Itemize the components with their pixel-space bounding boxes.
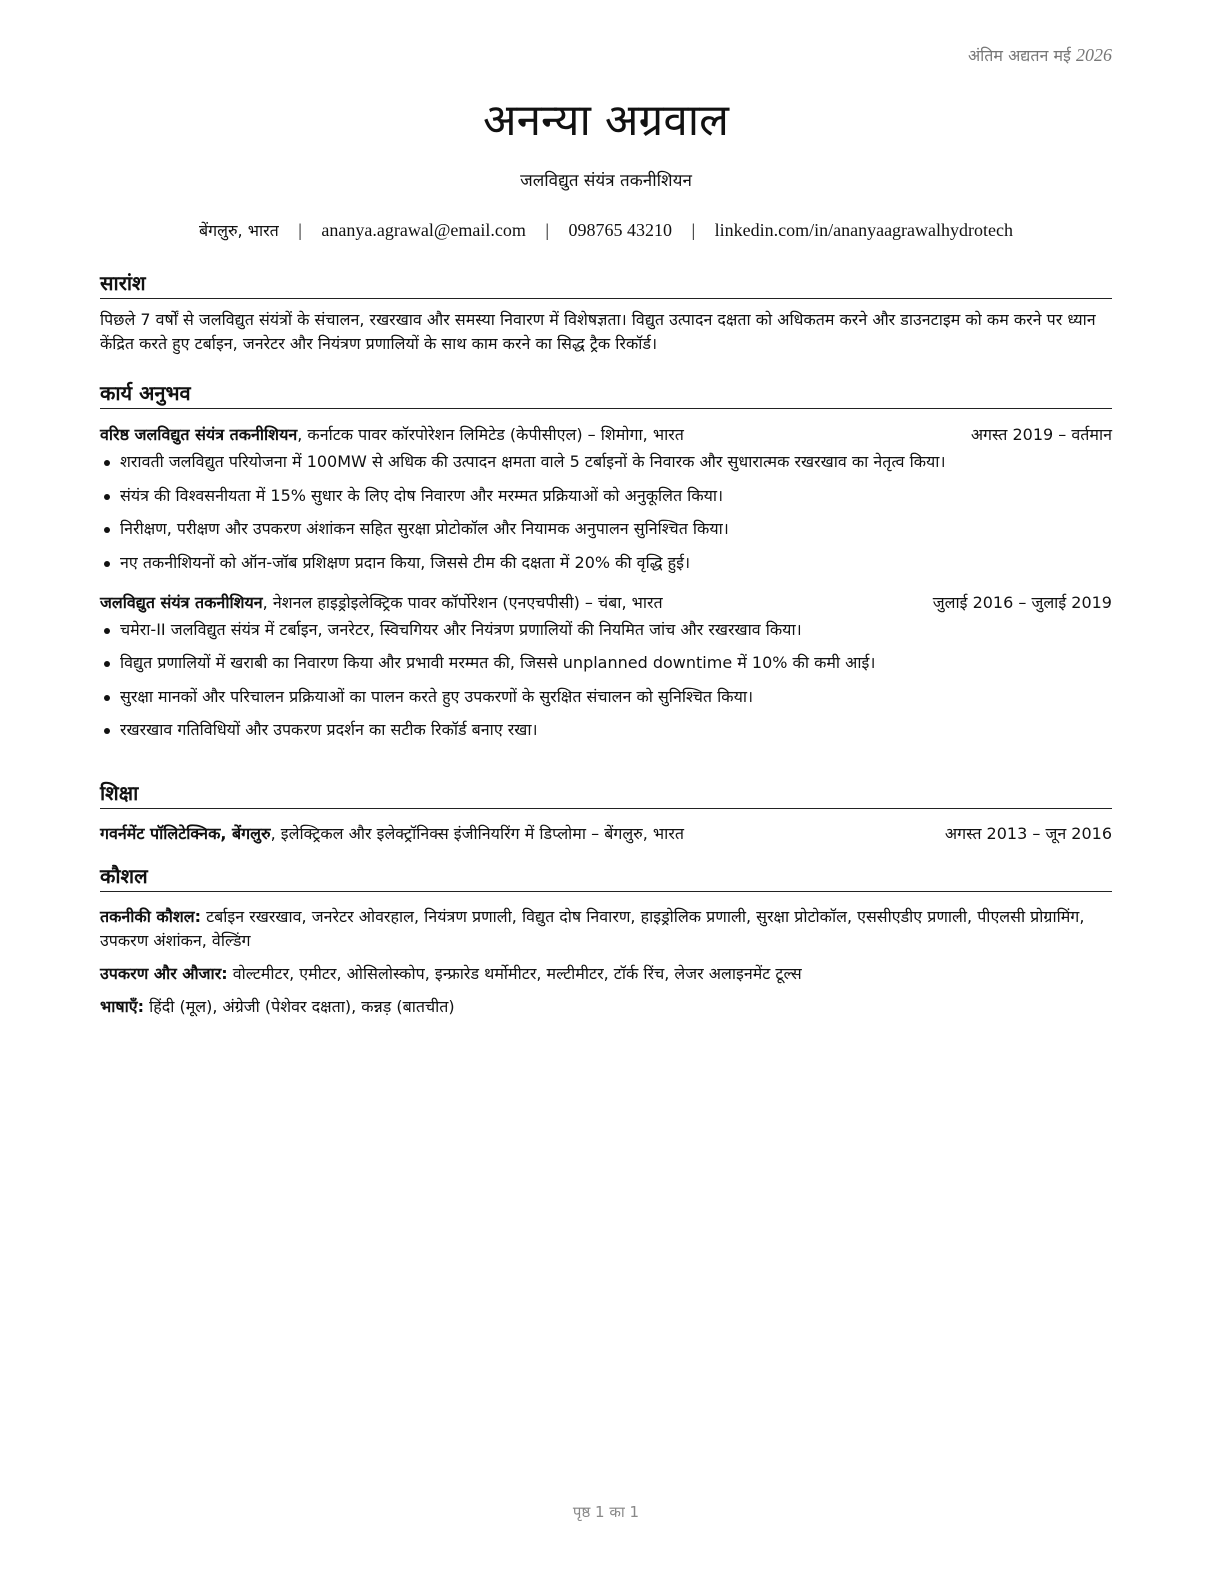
skills-heading: कौशल bbox=[100, 863, 1112, 892]
summary-heading: सारांश bbox=[100, 270, 1112, 299]
location: बेंगलुरु, भारत bbox=[199, 221, 279, 240]
languages-list: हिंदी (मूल), अंग्रेजी (पेशेवर दक्षता), कन्नड़ (बातचीत) bbox=[144, 997, 455, 1016]
last-updated-label: अंतिम अद्यतन मई bbox=[967, 46, 1071, 65]
job-title: जलविद्युत संयंत्र तकनीशियन bbox=[520, 171, 692, 191]
separator: | bbox=[691, 220, 696, 240]
education-heading: शिक्षा bbox=[100, 780, 1112, 809]
contact-line bbox=[100, 219, 1112, 241]
list-item: निरीक्षण, परीक्षण और उपकरण अंशांकन सहित सुरक्षा प्रोटोकॉल और नियामक अनुपालन सुनिश्चित किया। bbox=[100, 517, 1112, 541]
list-item: विद्युत प्रणालियों में खराबी का निवारण किया और प्रभावी मरम्मत की, जिससे unplanned downtime में 10% की कमी आई। bbox=[100, 651, 1112, 675]
separator: | bbox=[545, 220, 549, 240]
degree-detail: , इलेक्ट्रिकल और इलेक्ट्रॉनिक्स इंजीनियरिंग में डिप्लोमा – बेंगलुरु, भारत bbox=[270, 824, 684, 843]
summary-section bbox=[100, 270, 1112, 356]
tools-skills bbox=[100, 962, 1112, 986]
school-name: गवर्नमेंट पॉलिटेक्निक, बेंगलुरु bbox=[100, 824, 271, 843]
resume-page bbox=[100, 0, 1112, 1584]
list-item: नए तकनीशियनों को ऑन-जॉब प्रशिक्षण प्रदान किया, जिससे टीम की दक्षता में 20% की वृद्धि हुई। bbox=[100, 551, 1112, 575]
job-dates: अगस्त 2019 – वर्तमान bbox=[970, 425, 1112, 444]
job-bullets bbox=[100, 618, 1112, 743]
languages-label: भाषाएँ: bbox=[100, 997, 145, 1016]
phone: 098765 43210 bbox=[568, 220, 672, 240]
page-number: पृष्ठ 1 का 1 bbox=[572, 1503, 640, 1521]
job-header bbox=[100, 591, 1112, 615]
candidate-name: अनन्या अग्रवाल bbox=[482, 95, 730, 146]
tools-list: वोल्टमीटर, एमीटर, ओसिलोस्कोप, इन्फ्रारेड थर्मोमीटर, मल्टीमीटर, टॉर्क रिंच, लेजर अलाइनमेंट टूल्स bbox=[227, 964, 802, 983]
job-bullets bbox=[100, 450, 1112, 575]
job-dates: जुलाई 2016 – जुलाई 2019 bbox=[932, 592, 1112, 612]
list-item: सुरक्षा मानकों और परिचालन प्रक्रियाओं का पालन करते हुए उपकरणों के सुरक्षित संचालन को सुनिश्चित किया। bbox=[100, 685, 1112, 709]
summary-text: पिछले 7 वर्षों से जलविद्युत संयंत्रों के संचालन, रखरखाव और समस्या निवारण में विशेषज्ञता। विद्युत उत्पादन दक्षता को अधिकतम करने और डाउनटाइम को कम करने पर ध्यान केंद्रित करते हुए टर्बाइन, जनरेटर और नियंत्रण प्रणालियों के साथ काम करने का सिद्ध ट्रैक रिकॉर्ड। bbox=[100, 310, 1096, 353]
job-org: , नेशनल हाइड्रोइलेक्ट्रिक पावर कॉर्पोरेशन (एनएचपीसी) – चंबा, भारत bbox=[262, 592, 663, 612]
technical-skills-list: टर्बाइन रखरखाव, जनरेटर ओवरहाल, नियंत्रण प्रणाली, विद्युत दोष निवारण, हाइड्रोलिक प्रणाली, सुरक्षा प्रोटोकॉल, एससीएडीए प्रणाली, पीएलसी प्रोग्रामिंग, उपकरण अंशांकन, वेल्डिंग bbox=[100, 907, 1085, 950]
email-link[interactable]: ananya.agrawal@email.com bbox=[321, 220, 526, 240]
education-section bbox=[100, 780, 1112, 846]
tools-label: उपकरण और औजार: bbox=[100, 964, 228, 983]
job-entry bbox=[100, 591, 1112, 743]
last-updated-year: 2026 bbox=[1076, 45, 1112, 65]
separator: | bbox=[298, 220, 302, 240]
technical-skills-label: तकनीकी कौशल: bbox=[100, 907, 201, 926]
technical-skills bbox=[100, 905, 1112, 953]
list-item: चमेरा-II जलविद्युत संयंत्र में टर्बाइन, जनरेटर, स्विचगियर और नियंत्रण प्रणालियों की नियमित जांच और रखरखाव किया। bbox=[100, 618, 1112, 642]
job-role: जलविद्युत संयंत्र तकनीशियन bbox=[100, 592, 263, 612]
list-item: रखरखाव गतिविधियों और उपकरण प्रदर्शन का सटीक रिकॉर्ड बनाए रखा। bbox=[100, 718, 1112, 742]
last-updated bbox=[968, 44, 1112, 66]
list-item: संयंत्र की विश्वसनीयता में 15% सुधार के लिए दोष निवारण और मरम्मत प्रक्रियाओं को अनुकूलित किया। bbox=[100, 484, 1112, 508]
education-dates: अगस्त 2013 – जून 2016 bbox=[944, 824, 1112, 843]
linkedin-link[interactable]: linkedin.com/in/ananyaagrawalhydrotech bbox=[714, 220, 1013, 240]
experience-section bbox=[100, 380, 1112, 752]
experience-heading: कार्य अनुभव bbox=[100, 380, 1112, 409]
job-entry bbox=[100, 423, 1112, 575]
job-org: , कर्नाटक पावर कॉरपोरेशन लिमिटेड (केपीसीएल) – शिमोगा, भारत bbox=[297, 425, 684, 444]
job-header bbox=[100, 423, 1112, 447]
skills-section bbox=[100, 863, 1112, 1028]
job-role: वरिष्ठ जलविद्युत संयंत्र तकनीशियन bbox=[100, 425, 298, 444]
education-entry bbox=[100, 822, 1112, 846]
languages-skills bbox=[100, 995, 1112, 1019]
list-item: शरावती जलविद्युत परियोजना में 100MW से अधिक की उत्पादन क्षमता वाले 5 टर्बाइनों के निवारक और सुधारात्मक रखरखाव का नेतृत्व किया। bbox=[100, 450, 1112, 474]
